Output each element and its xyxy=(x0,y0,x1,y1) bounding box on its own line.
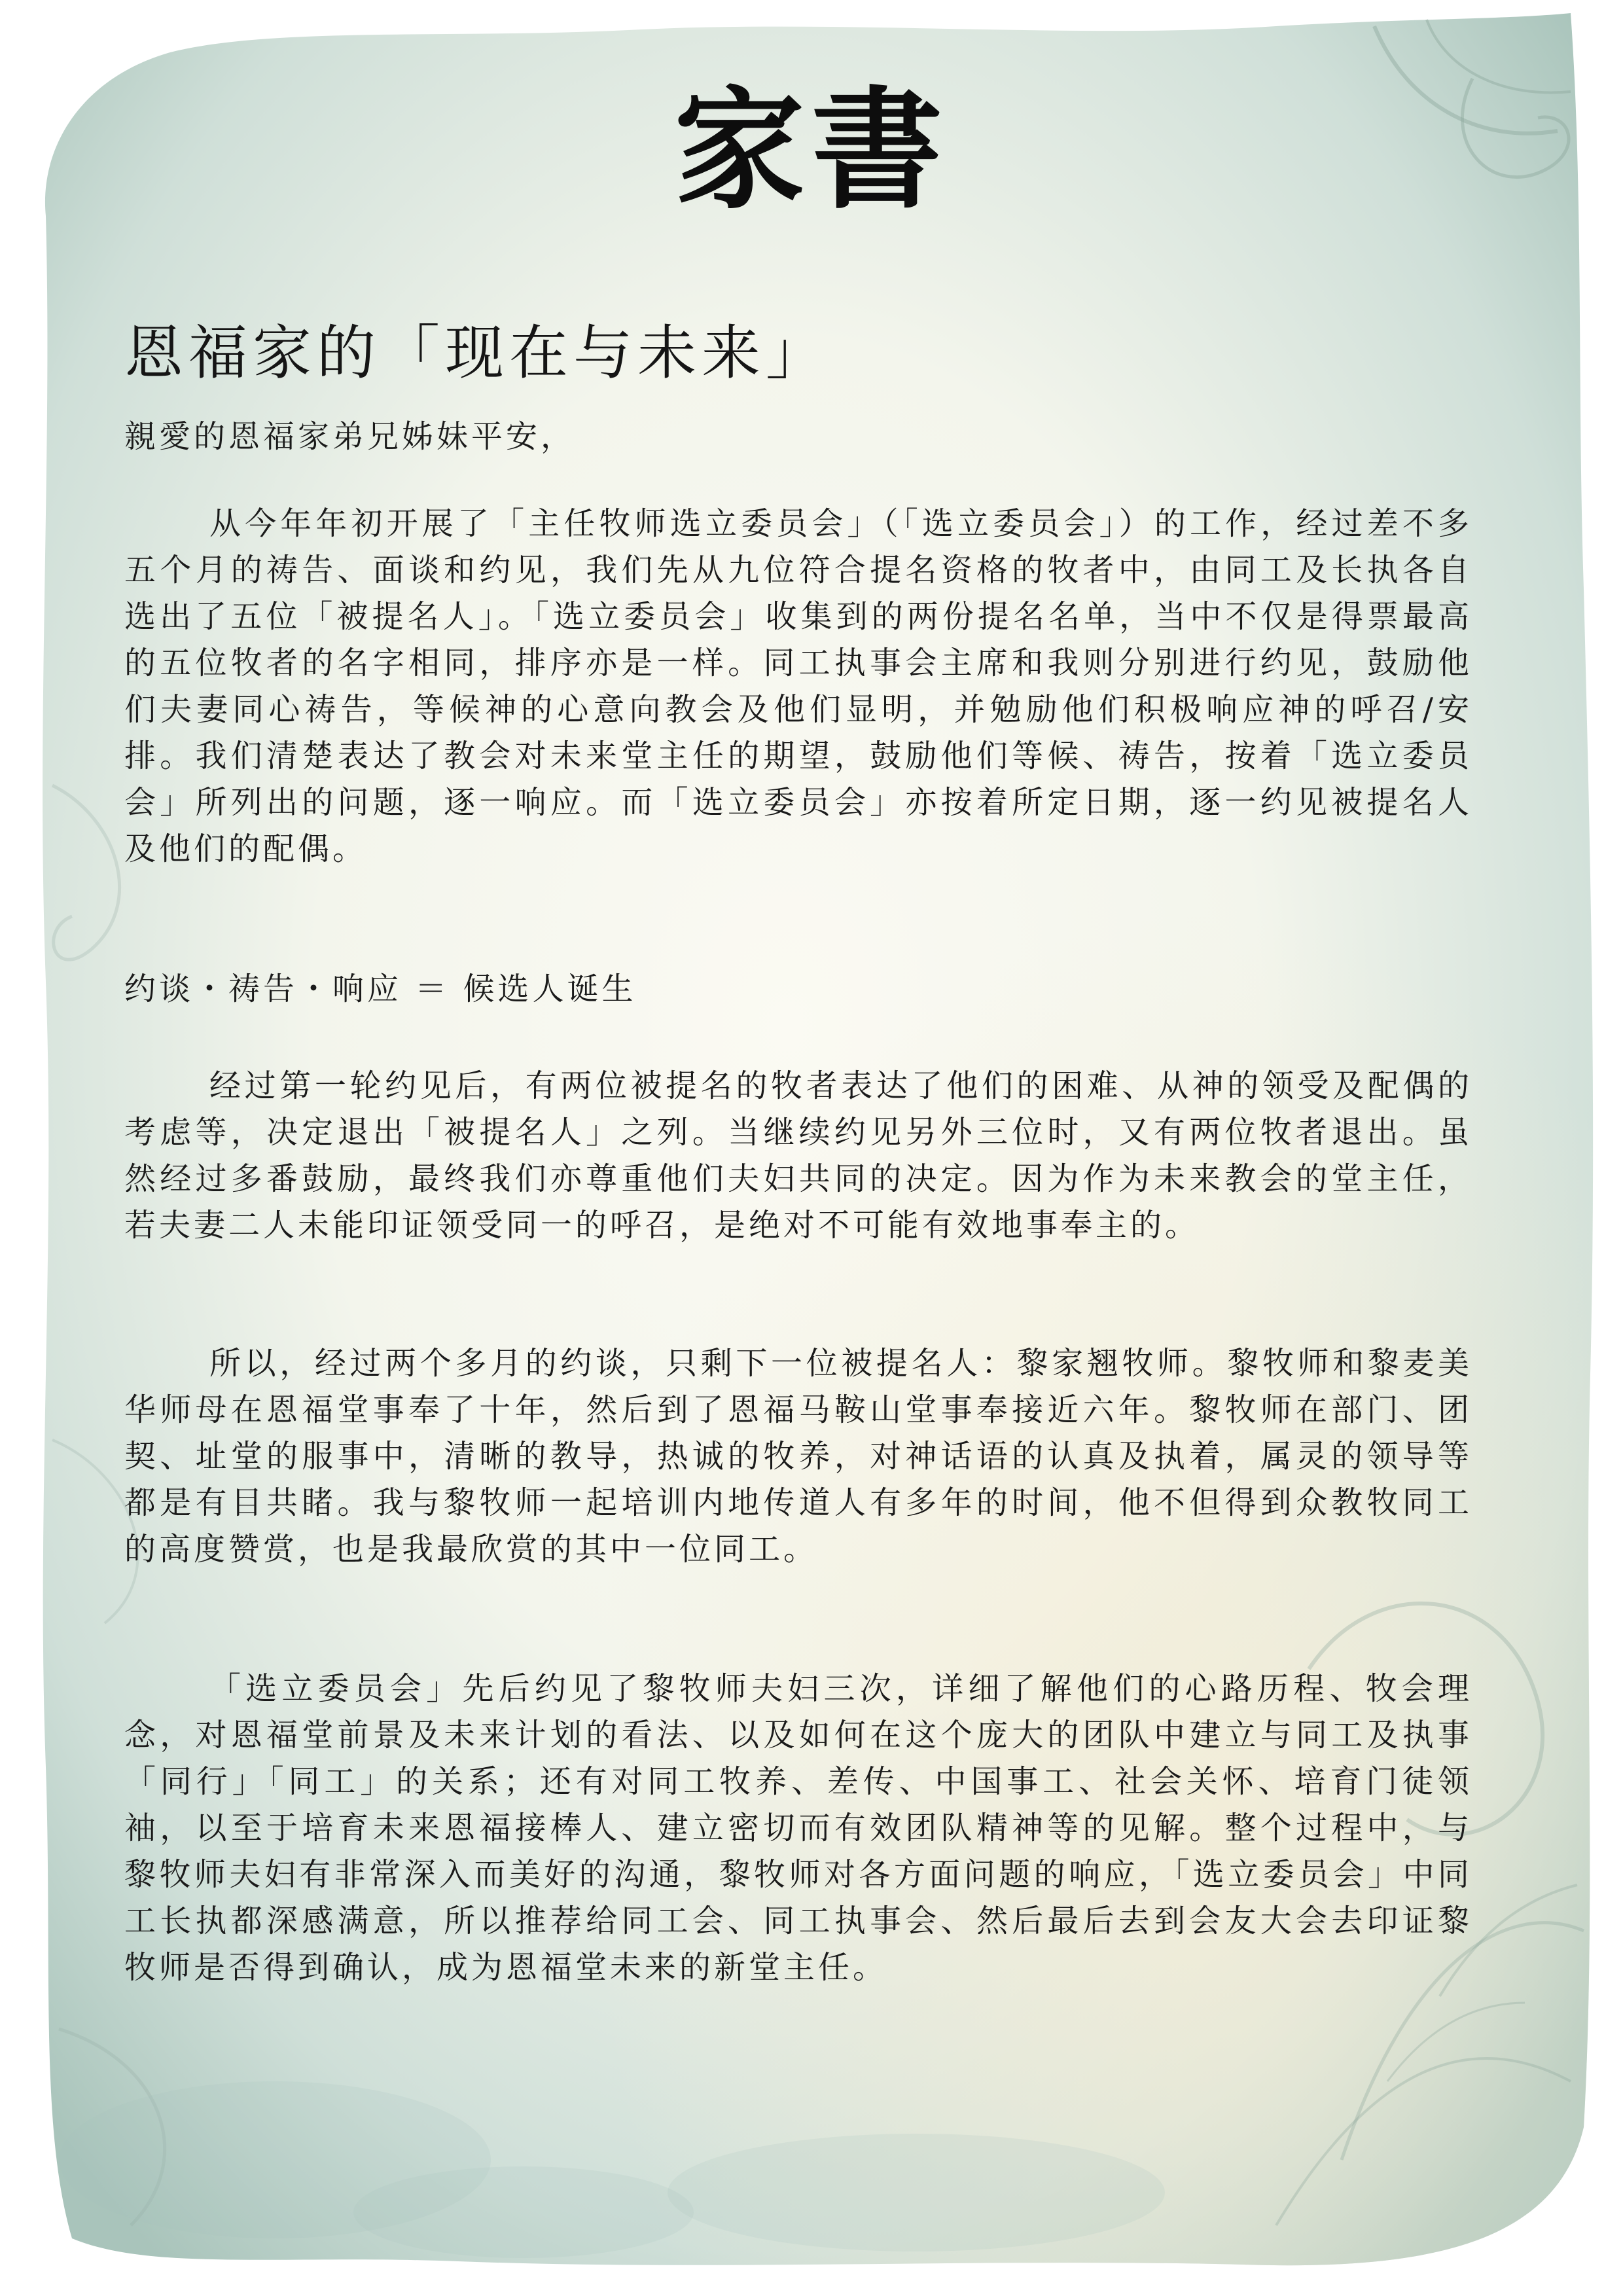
formula-line: 约谈・祷告・响应 ＝ 候选人诞生 xyxy=(124,971,637,1007)
paragraph-3: 所以，经过两个多月的约谈，只剩下一位被提名人：黎家翘牧师。黎牧师和黎麦美华师母在恩福堂事奉了十年，然后到了恩福马鞍山堂事奉接近六年。黎牧师在部门、团契、址堂的服事中，清晰的教导，热诚的牧养，对神话语的认真及执着，属灵的领导等都是有目共睹。我与黎牧师一起培训内地传道人有多年的时间，他不但得到众教牧同工的高度赞赏，也是我最欣赏的其中一位同工。 xyxy=(124,1345,1472,1568)
paragraph-2: 经过第一轮约见后，有两位被提名的牧者表达了他们的困难、从神的领受及配偶的考虑等，决定退出「被提名人」之列。当继续约见另外三位时，又有两位牧者退出。虽然经过多番鼓励，最终我们亦尊重他们夫妇共同的决定。因为作为未来教会的堂主任，若夫妻二人未能印证领受同一的呼召，是绝对不可能有效地事奉主的。 xyxy=(124,1067,1472,1244)
letter-heading: 恩福家的「现在与未来」 xyxy=(124,319,830,387)
paragraph-4: 「选立委员会」先后约见了黎牧师夫妇三次，详细了解他们的心路历程、牧会理念，对恩福堂前景及未来计划的看法、以及如何在这个庞大的团队中建立与同工及执事「同行」「同工」的关系；还有对同工牧养、差传、中国事工、社会关怀、培育门徒领袖，以至于培育未来恩福接棒人、建立密切而有效团队精神等的见解。整个过程中，与黎牧师夫妇有非常深入而美好的沟通，黎牧师对各方面问题的响应，「选立委员会」中同工长执都深感满意，所以推荐给同工会、同工执事会、然后最后去到会友大会去印证黎牧师是否得到确认，成为恩福堂未来的新堂主任。 xyxy=(124,1670,1472,1986)
letter-title: 家書 xyxy=(673,73,949,227)
paragraph-1: 从今年年初开展了「主任牧师选立委员会」（「选立委员会」）的工作，经过差不多五个月的祷告、面谈和约见，我们先从九位符合提名资格的牧者中，由同工及长执各自选出了五位「被提名人」。「选立委员会」收集到的两份提名名单，当中不仅是得票最高的五位牧者的名字相同，排序亦是一样。同工执事会主席和我则分别进行约见，鼓励他们夫妻同心祷告，等候神的心意向教会及他们显明，并勉励他们积极响应神的呼召/安排。我们清楚表达了教会对未来堂主任的期望，鼓励他们等候、祷告，按着「选立委员会」所列出的问题，逐一响应。而「选立委员会」亦按着所定日期，逐一约见被提名人及他们的配偶。 xyxy=(124,505,1472,867)
greeting-line: 親愛的恩福家弟兄姊妹平安， xyxy=(124,418,576,455)
